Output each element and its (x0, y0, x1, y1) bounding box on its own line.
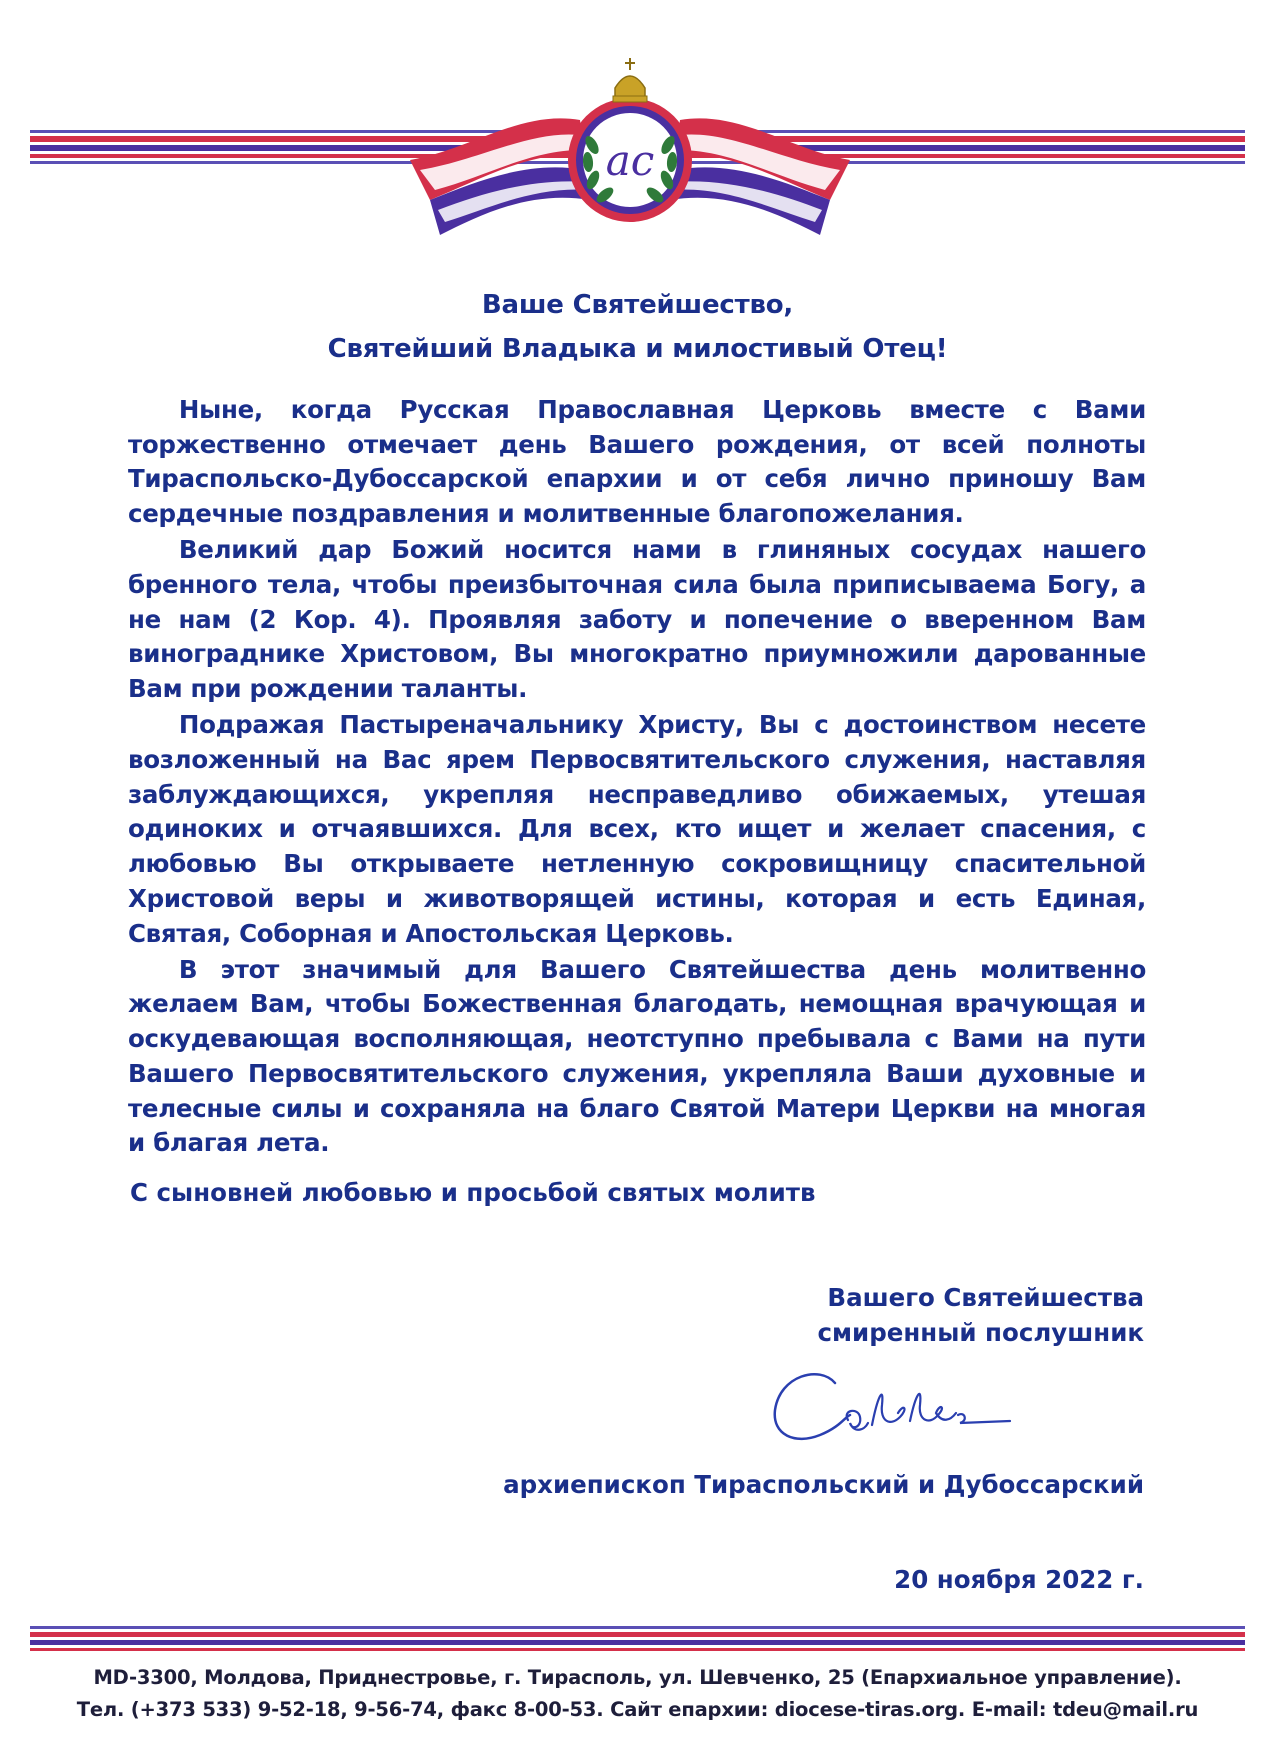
greeting (0, 283, 1275, 371)
signoff-line-1: Вашего Святейшества (827, 1283, 1144, 1312)
footer-contacts: Тел. (+373 533) 9-52-18, 9-56-74, факс 8-00-53. Сайт епархии: diocese-tiras.org. E-mail: tdeu@mail.ru (76, 1698, 1199, 1721)
letter-date: 20 ноября 2022 г. (894, 1565, 1144, 1594)
greeting-line-1: Ваше Святейшество, (481, 290, 794, 320)
footer-stripes (30, 1626, 1245, 1652)
paragraph-2: Великий дар Божий носится нами в глиняных сосудах нашего бренного тела, чтобы преизбыточная сила была приписываема Богу, а не нам (2 Кор. 4). Проявляя заботу и попечение о вверенном Вам винограднике Христовом, Вы многократно приумножили дарованные Вам при рождении таланты. (128, 535, 1146, 704)
footer-address: MD-3300, Молдова, Приднестровье, г. Тирасполь, ул. Шевченко, 25 (Епархиальное управление). (93, 1666, 1182, 1689)
paragraph-4: В этот значимый для Вашего Святейшества день молитвенно желаем Вам, чтобы Божественная благодать, немощная врачующая и оскудевающая восполняющая, неотступно пребывала с Вами на пути Вашего Первосвятительского служения, укрепляла Ваши духовные и телесные силы и сохраняла на благо Святой Матери Церкви на многая и благая лета. (128, 954, 1146, 1158)
paragraph-3: Подражая Пастыреначальнику Христу, Вы с достоинством несете возложенный на Вас ярем Первосвятительского служения, наставляя заблуждающихся, укрепляя несправедливо обижаемых, утешая одиноких и отчаявшихся. Для всех, кто ищет и желает спасения, с любовью Вы открываете нетленную сокровищницу спасительной Христовой веры и животворящей истины, которая и есть Единая, Святая, Соборная и Апостольская Церковь. (128, 710, 1146, 948)
closing-line: С сыновней любовью и просьбой святых молитв (130, 1178, 816, 1207)
greeting-line-2: Святейший Владыка и милостивый Отец! (327, 334, 948, 364)
signer-title: архиепископ Тираспольский и Дубоссарский (503, 1470, 1144, 1499)
letter-body (128, 393, 1146, 1162)
paragraph-1: Ныне, когда Русская Православная Церковь вместе с Вами торжественно отмечает день Вашего рождения, от всей полноты Тираспольско-Дубоссарской епархии и от себя лично приношу Вам сердечные поздравления и молитвенные благопожелания. (128, 395, 1146, 529)
diocese-emblem-icon (410, 50, 850, 240)
emblem-monogram: ас (605, 136, 655, 185)
signoff-line-2: смиренный послушник (817, 1318, 1144, 1347)
letterhead (0, 50, 1275, 240)
signoff (817, 1280, 1144, 1350)
footer (0, 1662, 1275, 1726)
handwritten-signature (760, 1355, 1060, 1465)
